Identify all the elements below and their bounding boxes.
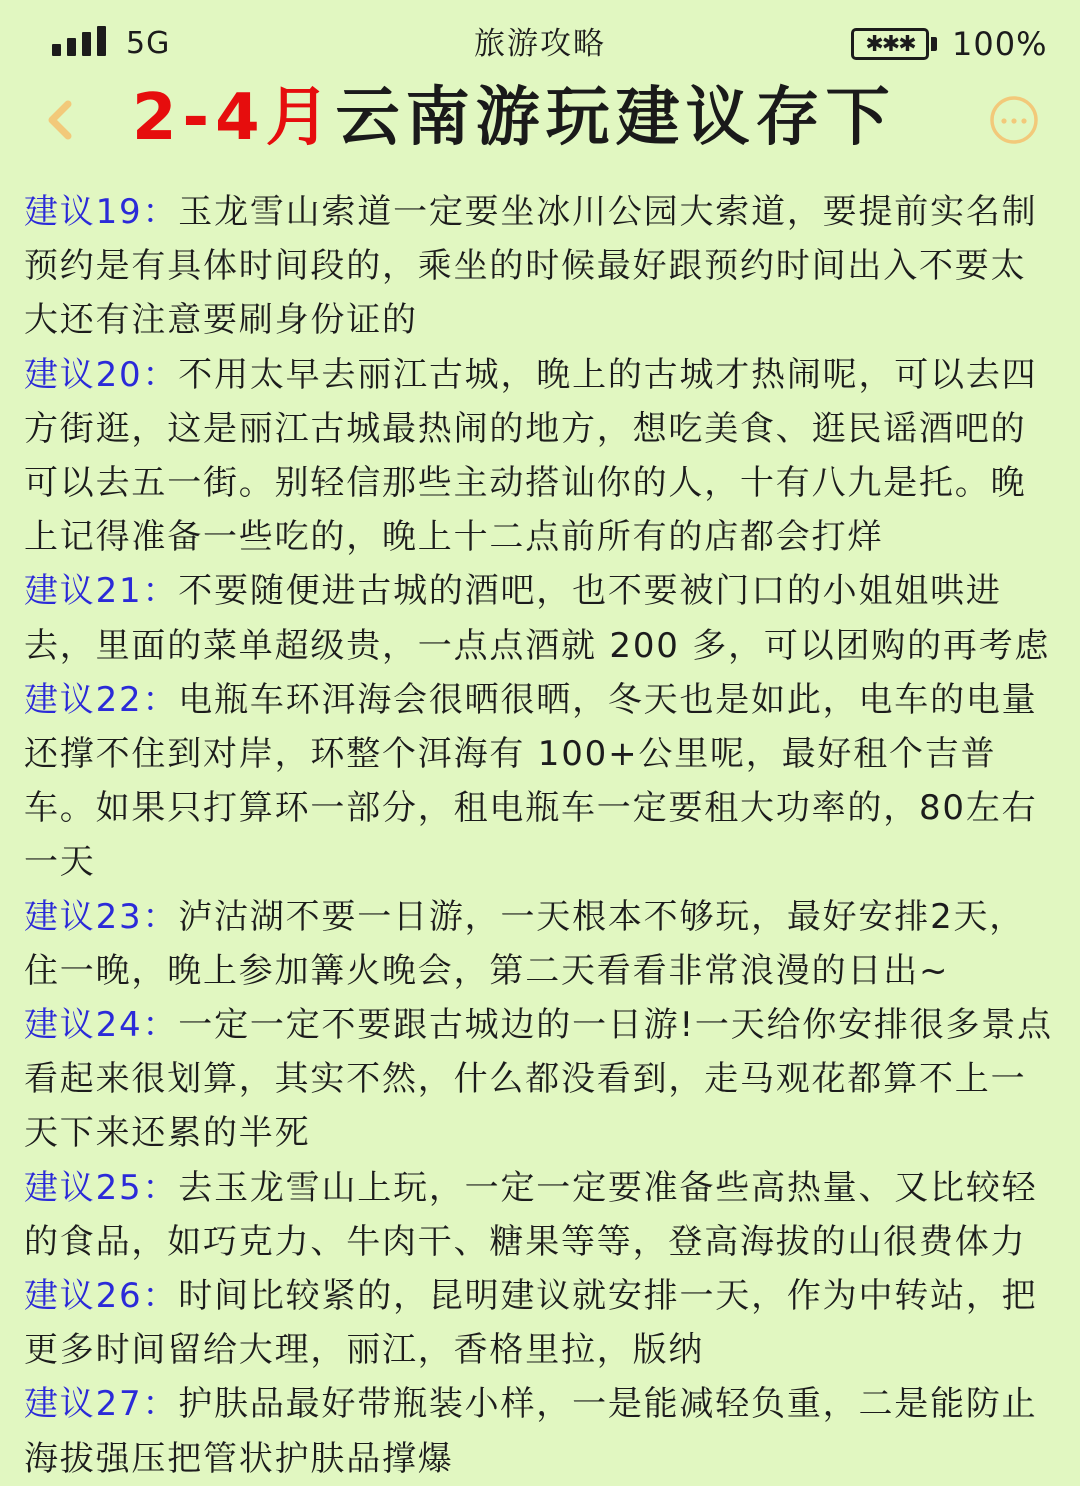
tip-item: [24, 998, 1056, 1161]
tip-item: [24, 185, 1056, 348]
battery-cap: [931, 37, 937, 51]
app-title: 旅游攻略: [474, 26, 606, 62]
battery-level: 100%: [952, 25, 1048, 63]
network-label: 5G: [126, 26, 171, 61]
status-bar: [0, 0, 1080, 80]
more-options-icon[interactable]: [988, 96, 1040, 144]
tip-label: 建议19：: [24, 192, 179, 232]
tip-label: 建议27：: [24, 1384, 179, 1425]
tip-text: 电瓶车环洱海会很晒很晒，冬天也是如此，电车的电量还撑不住到对岸，环整个洱海有 100+公里呢，最好租个吉普车。如果只打算环一部分，租电瓶车一定要租大功率的，80左右一天: [24, 679, 1038, 883]
page-title-rest: 云南游玩建议存下: [335, 81, 896, 155]
tips-list: [24, 185, 1056, 1486]
tip-text: 不用太早去丽江古城，晚上的古城才热闹呢，可以去四方街逛，这是丽江古城最热闹的地方，想吃美食、逛民谣酒吧的可以去五一街。别轻信那些主动搭讪你的人，十有八九是托。晚上记得准备一些吃的，晚上十二点前所有的店都会打烊: [24, 354, 1038, 558]
page-title-highlight: 2-4月: [132, 81, 336, 155]
tip-text: 去玉龙雪山上玩，一定一定要准备些高热量、又比较轻的食品，如巧克力、牛肉干、糖果等等，登高海拔的山很费体力: [24, 1167, 1038, 1262]
tip-label: 建议26：: [24, 1276, 179, 1317]
page-title: [132, 80, 896, 156]
tip-item: [24, 564, 1056, 672]
battery-icon: ✱✱✱: [851, 28, 929, 60]
tip-item: [24, 1161, 1056, 1269]
tip-text: 一定一定不要跟古城边的一日游!一天给你安排很多景点看起来很划算，其实不然，什么都没看到，走马观花都算不上一天下来还累的半死: [24, 1005, 1053, 1154]
tip-item: [24, 1377, 1056, 1485]
tip-item: [24, 673, 1056, 890]
tip-label: 建议24：: [24, 1005, 179, 1046]
tip-text: 玉龙雪山索道一定要坐冰川公园大索道，要提前实名制预约是有具体时间段的，乘坐的时候最好跟预约时间出入不要太大还有注意要刷身份证的: [24, 192, 1038, 341]
tip-text: 不要随便进古城的酒吧，也不要被门口的小姐姐哄进去，里面的菜单超级贵，一点点酒就 200 多，可以团购的再考虑: [24, 571, 1051, 666]
tip-label: 建议21：: [24, 571, 179, 612]
tip-item: [24, 890, 1056, 998]
tip-label: 建议22：: [24, 679, 179, 720]
tip-label: 建议23：: [24, 896, 179, 937]
chevron-left-icon[interactable]: [40, 96, 80, 144]
tip-text: 时间比较紧的，昆明建议就安排一天，作为中转站，把更多时间留给大理，丽江，香格里拉，版纳: [24, 1276, 1038, 1371]
tip-text: 泸沽湖不要一日游，一天根本不够玩，最好安排2天，住一晚，晚上参加篝火晚会，第二天看看非常浪漫的日出~: [24, 896, 1026, 991]
tip-item: [24, 1269, 1056, 1377]
tip-text: 护肤品最好带瓶装小样，一是能减轻负重，二是能防止海拔强压把管状护肤品撑爆: [24, 1384, 1038, 1479]
tip-label: 建议25：: [24, 1167, 179, 1208]
tip-item: [24, 348, 1056, 565]
tip-label: 建议20：: [24, 354, 179, 395]
